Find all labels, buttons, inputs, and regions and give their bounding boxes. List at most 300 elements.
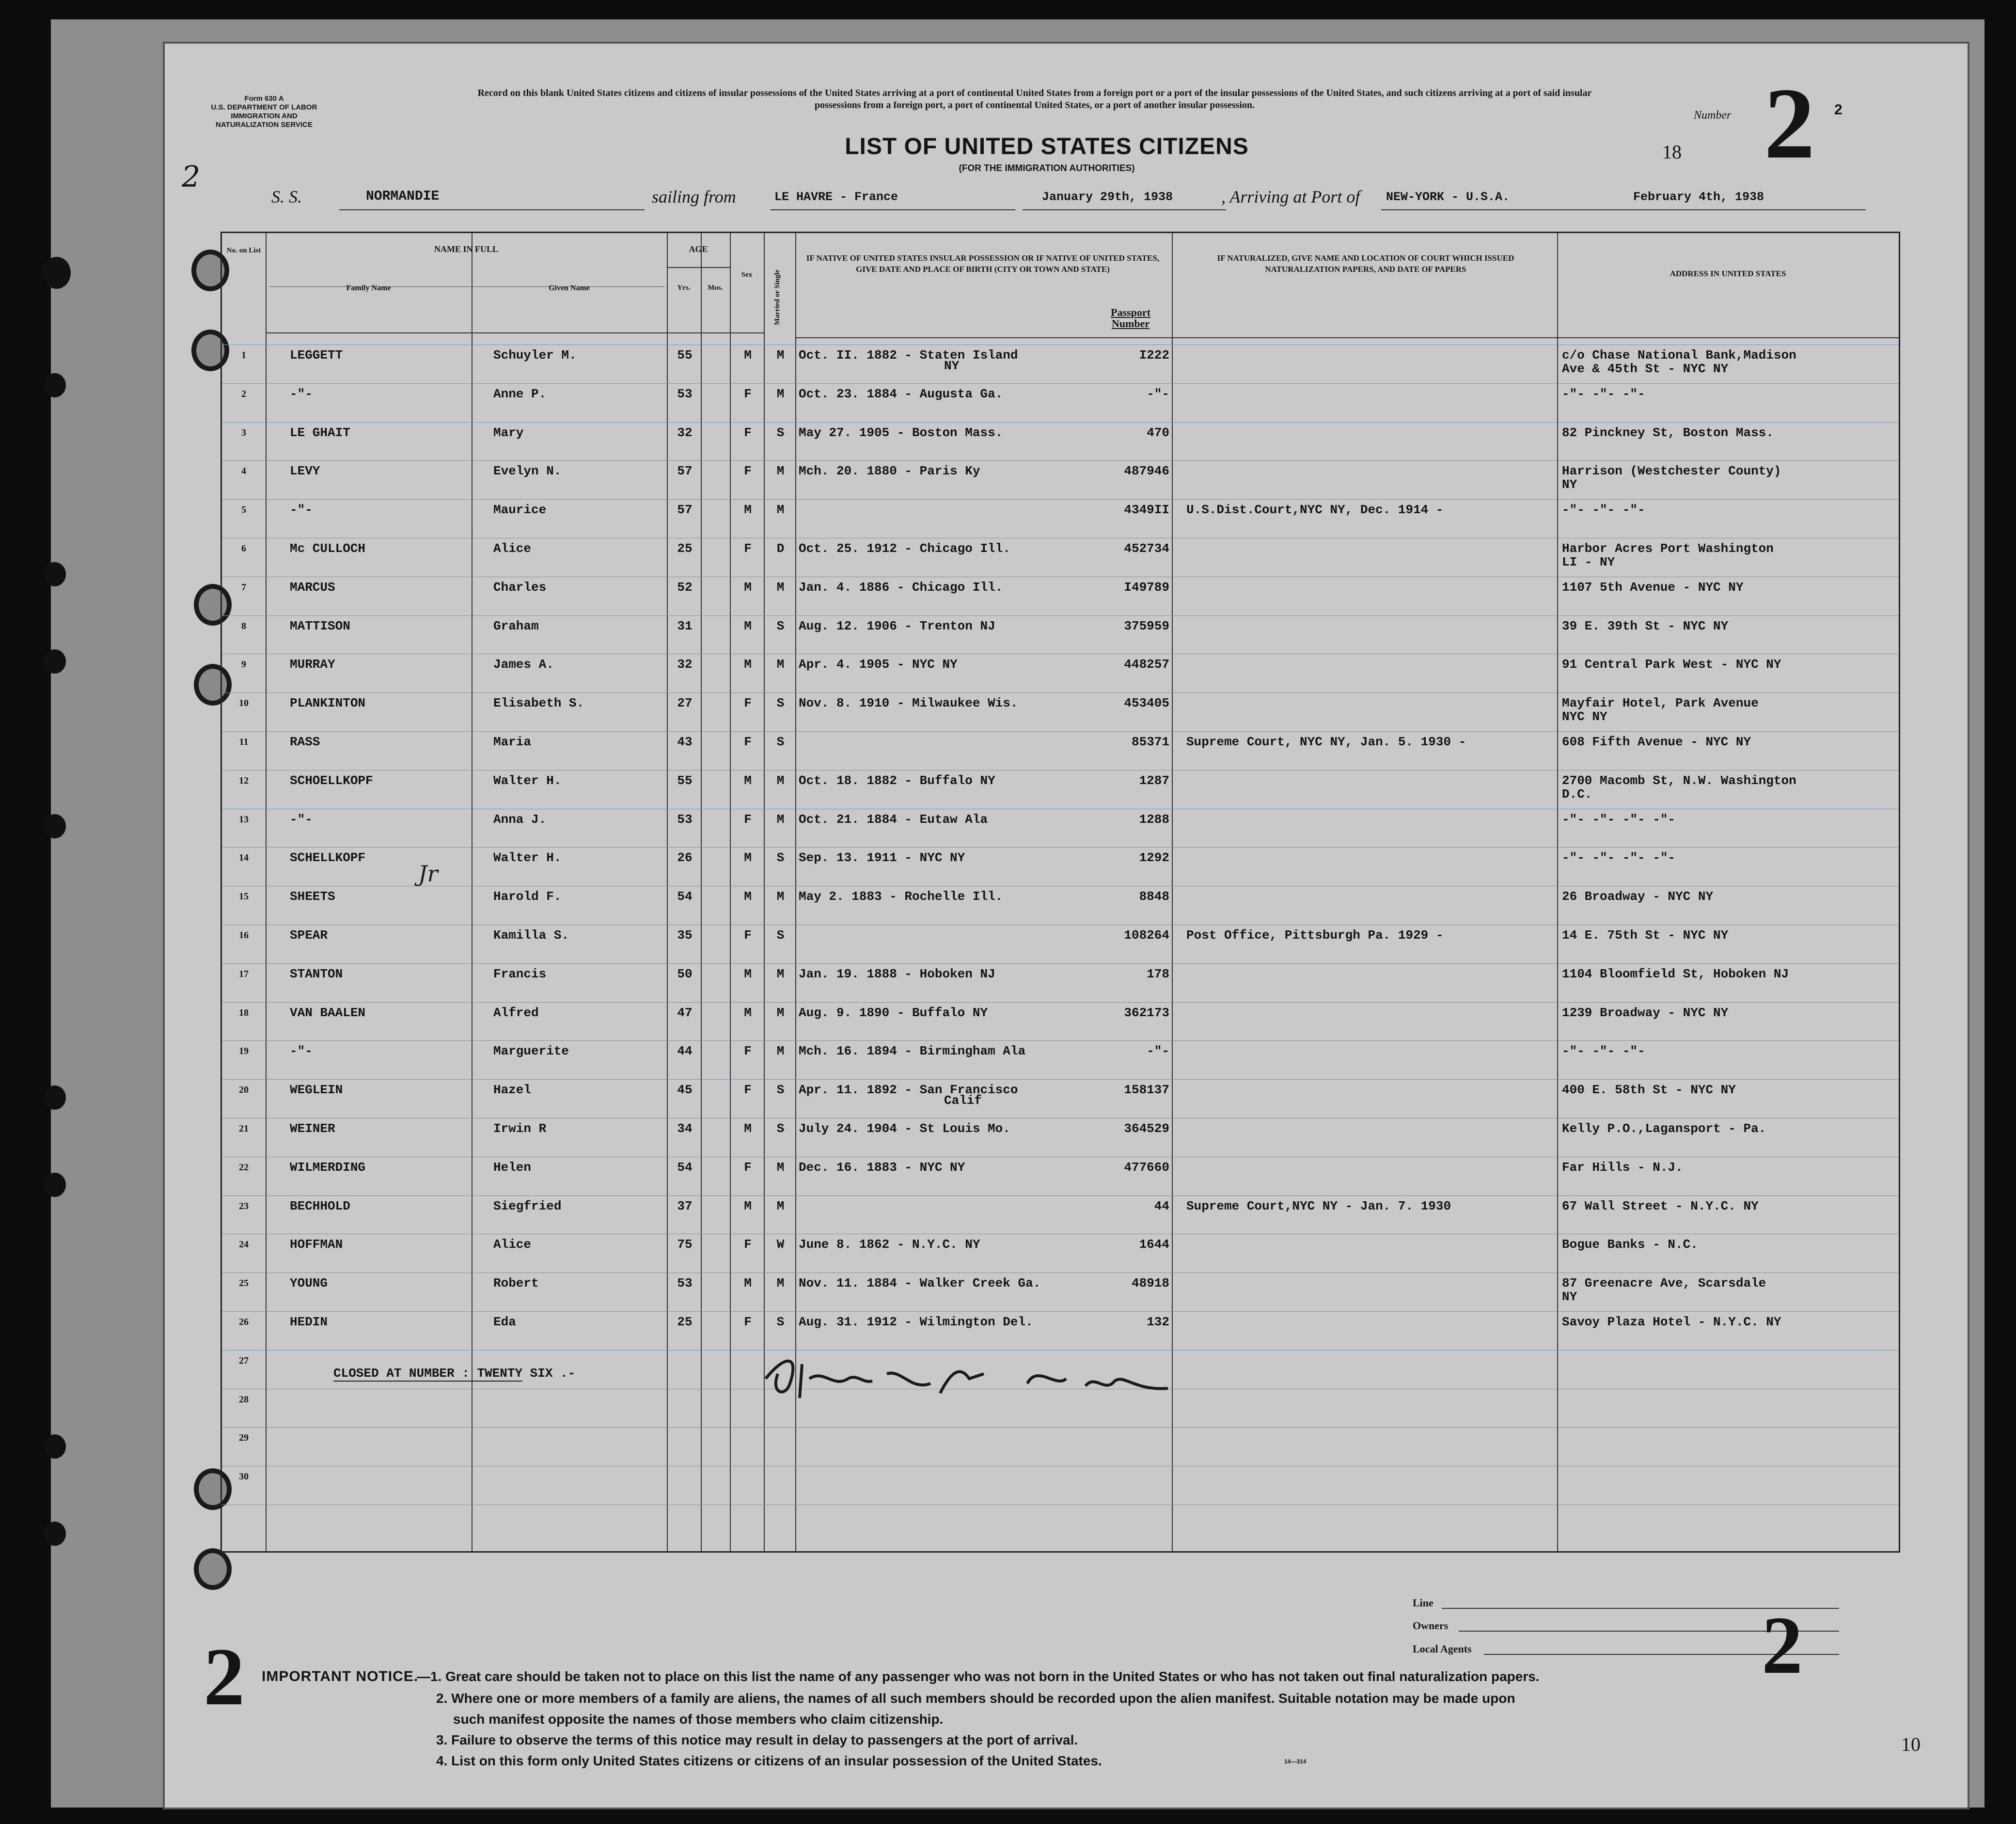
address-cont: D.C. [1562,787,1592,802]
age-years: 43 [677,735,693,749]
address: 1107 5th Avenue - NYC NY [1562,580,1744,595]
family-name: HOFFMAN [290,1237,343,1252]
number-label: Number [1694,109,1732,122]
row-divider [222,460,1899,461]
sex: M [744,1121,752,1136]
punch-hole [44,1522,66,1546]
passport-number: 1644 [1139,1237,1169,1252]
birth-info: Oct. 21. 1884 - Eutaw Ala [799,812,988,827]
given-name: Francis [493,967,547,981]
sex: M [744,773,752,788]
row-number: 23 [239,1201,249,1211]
sex: M [744,1006,752,1020]
age-years: 50 [677,967,693,981]
sex: F [744,1083,752,1097]
col-passport-header: Passport Number [1111,306,1150,330]
birth-info: May 27. 1905 - Boston Mass. [799,425,1003,440]
marital-status: M [776,1199,785,1213]
birth-info: Mch. 20. 1880 - Paris Ky [799,464,980,478]
birth-info: June 8. 1862 - N.Y.C. NY [799,1237,980,1252]
row-number: 30 [239,1471,249,1482]
page-title: LIST OF UNITED STATES CITIZENS [845,134,1249,159]
important-notice-heading: IMPORTANT NOTICE. [262,1668,419,1684]
sex: F [744,735,752,749]
address: c/o Chase National Bank,Madison [1562,348,1796,362]
punch-hole [44,1434,66,1459]
address: -"- -"- -"- [1562,1044,1645,1058]
marital-status: M [776,348,785,362]
family-name: HEDIN [290,1315,328,1329]
marital-status: S [776,1083,785,1097]
row-divider [222,499,1899,500]
row-divider [222,731,1899,732]
row-number: 4 [241,466,246,476]
row-number: 25 [239,1278,249,1289]
age-years: 37 [677,1199,693,1213]
family-name: LEVY [290,464,320,478]
address: -"- -"- -"- -"- [1562,850,1676,865]
row-divider [222,1195,1899,1196]
age-years: 54 [677,889,693,904]
punch-hole [44,1173,66,1197]
birth-info: Oct. 25. 1912 - Chicago Ill. [799,541,1010,556]
birth-info: Nov. 11. 1884 - Walker Creek Ga. [799,1276,1041,1290]
row-divider [222,692,1899,693]
passport-number: 487946 [1124,464,1169,478]
col-age-header: AGE [689,244,708,254]
notice-item-3: 3. Failure to observe the terms of this notice may result in delay to passengers at the port of arrival. [436,1732,1078,1747]
age-years: 57 [677,503,693,517]
family-name: -"- [290,1044,313,1058]
punch-hole [44,814,66,838]
marital-status: M [776,503,785,517]
birth-info: Oct. 18. 1882 - Buffalo NY [799,773,995,788]
passport-number: 4349II [1124,503,1169,517]
row-number: 18 [239,1007,249,1018]
family-name: LEGGETT [290,348,343,362]
given-name: James A. [493,657,554,672]
passport-number: 1287 [1139,773,1169,788]
age-years: 31 [677,619,693,633]
footer-big-number-right: 2 [1762,1600,1803,1691]
sex: F [744,387,752,401]
row-number: 11 [239,737,249,747]
address: Bogue Banks - N.C. [1562,1237,1698,1252]
age-years: 45 [677,1083,693,1097]
address: Kelly P.O.,Lagansport - Pa. [1562,1121,1766,1136]
address: Harrison (Westchester County) [1562,464,1781,478]
given-name: Kamilla S. [493,928,569,943]
given-name: Elisabeth S. [493,696,584,710]
sex: M [744,1199,752,1213]
given-name: Siegfried [493,1199,562,1213]
birth-info: May 2. 1883 - Rochelle Ill. [799,889,1003,904]
address-cont: NYC NY [1562,709,1607,724]
row-number: 21 [239,1123,249,1134]
row-number: 2 [241,389,246,399]
address-cont: NY [1562,477,1577,492]
notice-item-2: 2. Where one or more members of a family are aliens, the names of all such members should be recorded upon the alien manifest. Suitable notation may be made upon [436,1691,1515,1706]
given-name: Walter H. [493,850,562,865]
row-number: 29 [239,1432,249,1443]
marital-status: M [776,1160,785,1175]
row-number: 22 [239,1162,249,1173]
age-years: 35 [677,928,693,943]
marital-status: M [776,464,785,478]
address: 82 Pinckney St, Boston Mass. [1562,425,1774,440]
row-number: 1 [241,350,246,361]
passport-number: 8848 [1139,889,1169,904]
row-divider [222,963,1899,964]
sex: M [744,503,752,517]
given-name: Alice [493,541,532,556]
family-name: SCHELLKOPF [290,850,366,865]
given-name: Alfred [493,1006,539,1020]
passport-number: I222 [1139,348,1169,362]
given-name: Graham [493,619,539,633]
col-family-header: Family Name [346,284,391,292]
row-number: 17 [239,969,249,979]
stray-handwritten-mark: 2 [182,160,201,194]
row-divider [222,422,1899,423]
address-cont: LI - NY [1562,555,1615,569]
row-number: 16 [239,930,249,941]
family-name: -"- [290,503,313,517]
binder-hole [194,1548,232,1590]
row-number: 7 [241,582,246,593]
col-name-header: NAME IN FULL [434,244,498,254]
sex: M [744,850,752,865]
age-years: 34 [677,1121,693,1136]
sex: F [744,464,752,478]
address: 608 Fifth Avenue - NYC NY [1562,735,1751,749]
passport-number: 158137 [1124,1083,1169,1097]
given-name: Walter H. [493,773,562,788]
birth-info: Mch. 16. 1894 - Birmingham Ala [799,1044,1026,1058]
ss-label: S. S. [271,187,302,206]
page-number: 10 [1901,1733,1921,1755]
sex: F [744,1044,752,1058]
address: 400 E. 58th St - NYC NY [1562,1083,1736,1097]
sex: F [744,812,752,827]
row-number: 9 [241,659,246,670]
row-divider [222,847,1899,848]
family-name: MURRAY [290,657,335,672]
port-to: NEW-YORK - U.S.A. [1386,190,1510,204]
given-name: Anna J. [493,812,547,827]
address: Mayfair Hotel, Park Avenue [1562,696,1759,710]
row-number: 14 [239,852,249,863]
family-name: -"- [290,812,313,827]
sex: M [744,348,752,362]
col-married-header: Married or Single [773,269,781,325]
age-years: 55 [677,348,693,362]
given-name: Maria [493,735,532,749]
ship-underline [339,209,645,210]
age-years: 47 [677,1006,693,1020]
age-years: 53 [677,812,693,827]
family-name: WILMERDING [290,1160,366,1175]
col-address-header: ADDRESS IN UNITED STATES [1670,269,1786,278]
marital-status: M [776,773,785,788]
passport-number: 375959 [1124,619,1169,633]
marital-status: S [776,425,785,440]
marital-status: M [776,1006,785,1020]
family-name: WEINER [290,1121,335,1136]
sex: F [744,1315,752,1329]
row-number: 28 [239,1394,249,1405]
naturalization: Supreme Court,NYC NY - Jan. 7. 1930 [1186,1199,1451,1213]
closed-underline [333,1381,522,1382]
date-from: January 29th, 1938 [1042,190,1173,204]
age-years: 53 [677,387,693,401]
passport-number: 452734 [1124,541,1169,556]
family-name: Mc CULLOCH [290,541,366,556]
row-number: 3 [241,427,246,438]
family-name: -"- [290,387,313,401]
family-name: STANTON [290,967,343,981]
sex: F [744,541,752,556]
family-name: LE GHAIT [290,425,350,440]
row-number: 5 [241,504,246,515]
passport-number: 85371 [1131,735,1169,749]
sex: M [744,657,752,672]
family-name: SPEAR [290,928,328,943]
address: -"- -"- -"- [1562,387,1645,401]
col-naturalized-header: IF NATURALIZED, GIVE NAME AND LOCATION OF COURT WHICH ISSUED NATURALIZATION PAPERS, AND DATE OF PAPERS [1217,253,1514,274]
sex: M [744,967,752,981]
row-divider [222,615,1899,616]
row-number: 19 [239,1046,249,1056]
passport-number: 1288 [1139,812,1169,827]
birth-info: Jan. 4. 1886 - Chicago Ill. [799,580,1003,595]
family-name: WEGLEIN [290,1083,343,1097]
marital-status: S [776,735,785,749]
address: Savoy Plaza Hotel - N.Y.C. NY [1562,1315,1781,1329]
row-divider [222,1040,1899,1041]
arriving-label: , Arriving at Port of [1221,187,1360,206]
naturalization: Supreme Court, NYC NY, Jan. 5. 1930 - [1186,735,1466,749]
row-divider [222,1427,1899,1428]
birth-info: Nov. 8. 1910 - Milwaukee Wis. [799,696,1018,710]
marital-status: S [776,619,785,633]
sex: F [744,928,752,943]
address: 26 Broadway - NYC NY [1562,889,1714,904]
given-name: Maurice [493,503,547,517]
age-years: 25 [677,541,693,556]
age-years: 26 [677,850,693,865]
list-number-sup: 2 [1834,102,1843,118]
marital-status: W [776,1237,785,1252]
address-cont: NY [1562,1289,1577,1304]
age-years: 25 [677,1315,693,1329]
given-name: Robert [493,1276,539,1290]
col-birth-header: IF NATIVE OF UNITED STATES INSULAR POSSESSION OR IF NATIVE OF UNITED STATES, GIVE DATE AND PLACE OF BIRTH (CITY OR TOWN AND STATE) [806,253,1160,274]
naturalization: U.S.Dist.Court,NYC NY, Dec. 1914 - [1186,503,1444,517]
marital-status: S [776,696,785,710]
family-name: SHEETS [290,889,335,904]
family-name: VAN BAALEN [290,1006,366,1020]
birth-info: July 24. 1904 - St Louis Mo. [799,1121,1010,1136]
marital-status: M [776,889,785,904]
birth-info-cont: Calif [944,1093,982,1108]
date-from-underline [1023,209,1226,210]
punch-hole [44,1085,66,1110]
address: 1239 Broadway - NYC NY [1562,1006,1729,1020]
age-years: 27 [677,696,693,710]
marital-status: D [776,541,785,556]
punch-hole [44,373,66,397]
stamp-line: NATURALIZATION SERVICE [215,121,313,129]
passport-number: 44 [1154,1199,1169,1213]
notice-item-1: —1. Great care should be taken not to place on this list the name of any passenger who was not born in the United States or who has not taken out final naturalization papers. [417,1669,1540,1684]
col-given-header: Given Name [549,284,590,292]
family-name: MATTISON [290,619,350,633]
naturalization: Post Office, Pittsburgh Pa. 1929 - [1186,928,1444,943]
age-years: 52 [677,580,693,595]
marital-status: M [776,812,785,827]
punch-hole [44,649,66,674]
sex: F [744,425,752,440]
passport-number: 48918 [1131,1276,1169,1290]
sex: F [744,1160,752,1175]
address: 39 E. 39th St - NYC NY [1562,619,1729,633]
footer-owners-label: Owners [1413,1620,1449,1632]
row-number: 24 [239,1239,249,1250]
row-divider [222,383,1899,384]
marital-status: M [776,387,785,401]
given-name: Schuyler M. [493,348,577,362]
marital-status: S [776,850,785,865]
row-divider [222,1002,1899,1003]
marital-status: M [776,580,785,595]
given-name: Evelyn N. [493,464,562,478]
given-name: Harold F. [493,889,562,904]
family-name: PLANKINTON [290,696,366,710]
given-name: Irwin R [493,1121,547,1136]
age-years: 54 [677,1160,693,1175]
passport-number: 132 [1147,1315,1169,1329]
passport-number: 364529 [1124,1121,1169,1136]
birth-info: Oct. II. 1882 - Staten Island [799,348,1018,362]
birth-info: Aug. 12. 1906 - Trenton NJ [799,619,995,633]
marital-status: M [776,1044,785,1058]
marital-status: M [776,1276,785,1290]
punch-hole [44,562,66,586]
birth-info: Oct. 23. 1884 - Augusta Ga. [799,387,1003,401]
passport-number: 1292 [1139,850,1169,865]
given-name: Hazel [493,1083,532,1097]
address: 14 E. 75th St - NYC NY [1562,928,1729,943]
age-years: 32 [677,425,693,440]
family-name: MARCUS [290,580,335,595]
marital-status: M [776,967,785,981]
row-divider [222,1079,1899,1080]
sex: M [744,889,752,904]
date-to: February 4th, 1938 [1633,190,1764,204]
row-number: 10 [239,698,249,708]
age-years: 57 [677,464,693,478]
footer-agents-label: Local Agents [1413,1643,1472,1655]
given-name: Marguerite [493,1044,569,1058]
address-cont: Ave & 45th St - NYC NY [1562,362,1729,376]
birth-info: Sep. 13. 1911 - NYC NY [799,850,965,865]
passport-number: 470 [1147,425,1169,440]
birth-info: Aug. 31. 1912 - Wilmington Del. [799,1315,1033,1329]
stamp-line: U.S. DEPARTMENT OF LABOR [211,103,317,111]
age-years: 53 [677,1276,693,1290]
notice-item-2-cont: such manifest opposite the names of those members who claim citizenship. [453,1712,944,1727]
birth-info: Apr. 4. 1905 - NYC NY [799,657,958,672]
col-no-header: No. on List [226,247,261,254]
footer-big-number-left: 2 [204,1631,245,1722]
col-sex-header: Sex [741,271,753,279]
address: Harbor Acres Port Washington [1562,541,1774,556]
birth-info: Dec. 16. 1883 - NYC NY [799,1160,965,1175]
family-name: RASS [290,735,320,749]
address: 67 Wall Street - N.Y.C. NY [1562,1199,1759,1213]
row-number: 15 [239,891,249,902]
year-prefix: 18 [1662,141,1682,163]
punch-hole [43,257,71,289]
address: Far Hills - N.J. [1562,1160,1683,1175]
row-number: 13 [239,814,249,825]
age-years: 44 [677,1044,693,1058]
port-to-underline [1381,209,1866,210]
address: 91 Central Park West - NYC NY [1562,657,1781,672]
given-name: Alice [493,1237,532,1252]
stamp-line: Form 630 A [244,94,284,103]
marital-status: M [776,657,785,672]
family-name: YOUNG [290,1276,328,1290]
col-mos-header: Mos. [708,284,723,292]
sex: F [744,1237,752,1252]
address: -"- -"- -"- -"- [1562,812,1676,827]
footer-line-label: Line [1413,1597,1433,1609]
port-from: LE HAVRE - France [774,190,898,204]
sex: M [744,619,752,633]
passport-number: -"- [1147,1044,1169,1058]
row-number: 6 [241,543,246,554]
passport-number: 477660 [1124,1160,1169,1175]
birth-info: Aug. 9. 1890 - Buffalo NY [799,1006,988,1020]
birth-info: Apr. 11. 1892 - San Francisco [799,1083,1018,1097]
passport-number: 108264 [1124,928,1169,943]
passport-number: 178 [1147,967,1169,981]
row-number: 26 [239,1317,249,1327]
form-code: 14—314 [1284,1758,1307,1765]
row-number: 27 [239,1355,249,1366]
marital-status: S [776,1315,785,1329]
page-subtitle: (FOR THE IMMIGRATION AUTHORITIES) [959,163,1135,173]
family-name: SCHOELLKOPF [290,773,373,788]
given-name: Eda [493,1315,516,1329]
marital-status: S [776,928,785,943]
header-notice: Record on this blank United States citizens and citizens of insular possessions of the United States arriving at a port of continental United States from a foreign port or a port of the insular possessions of the United States, and such citizens arriving at a port of said insular possessions from a foreign port, a port of continental United States, or a port of another insular possession. [477,88,1592,110]
passport-number: I49789 [1124,580,1169,595]
passport-number: 448257 [1124,657,1169,672]
address: 87 Greenacre Ave, Scarsdale [1562,1276,1766,1290]
ship-name: NORMANDIE [366,189,440,204]
birth-info: Jan. 19. 1888 - Hoboken NJ [799,967,995,981]
given-name: Charles [493,580,547,595]
sex: M [744,580,752,595]
col-yrs-header: Yrs. [677,284,691,292]
list-number: 2 [1764,67,1815,180]
passport-number: 453405 [1124,696,1169,710]
stamp-line: IMMIGRATION AND [231,112,298,120]
given-name: Helen [493,1160,532,1175]
